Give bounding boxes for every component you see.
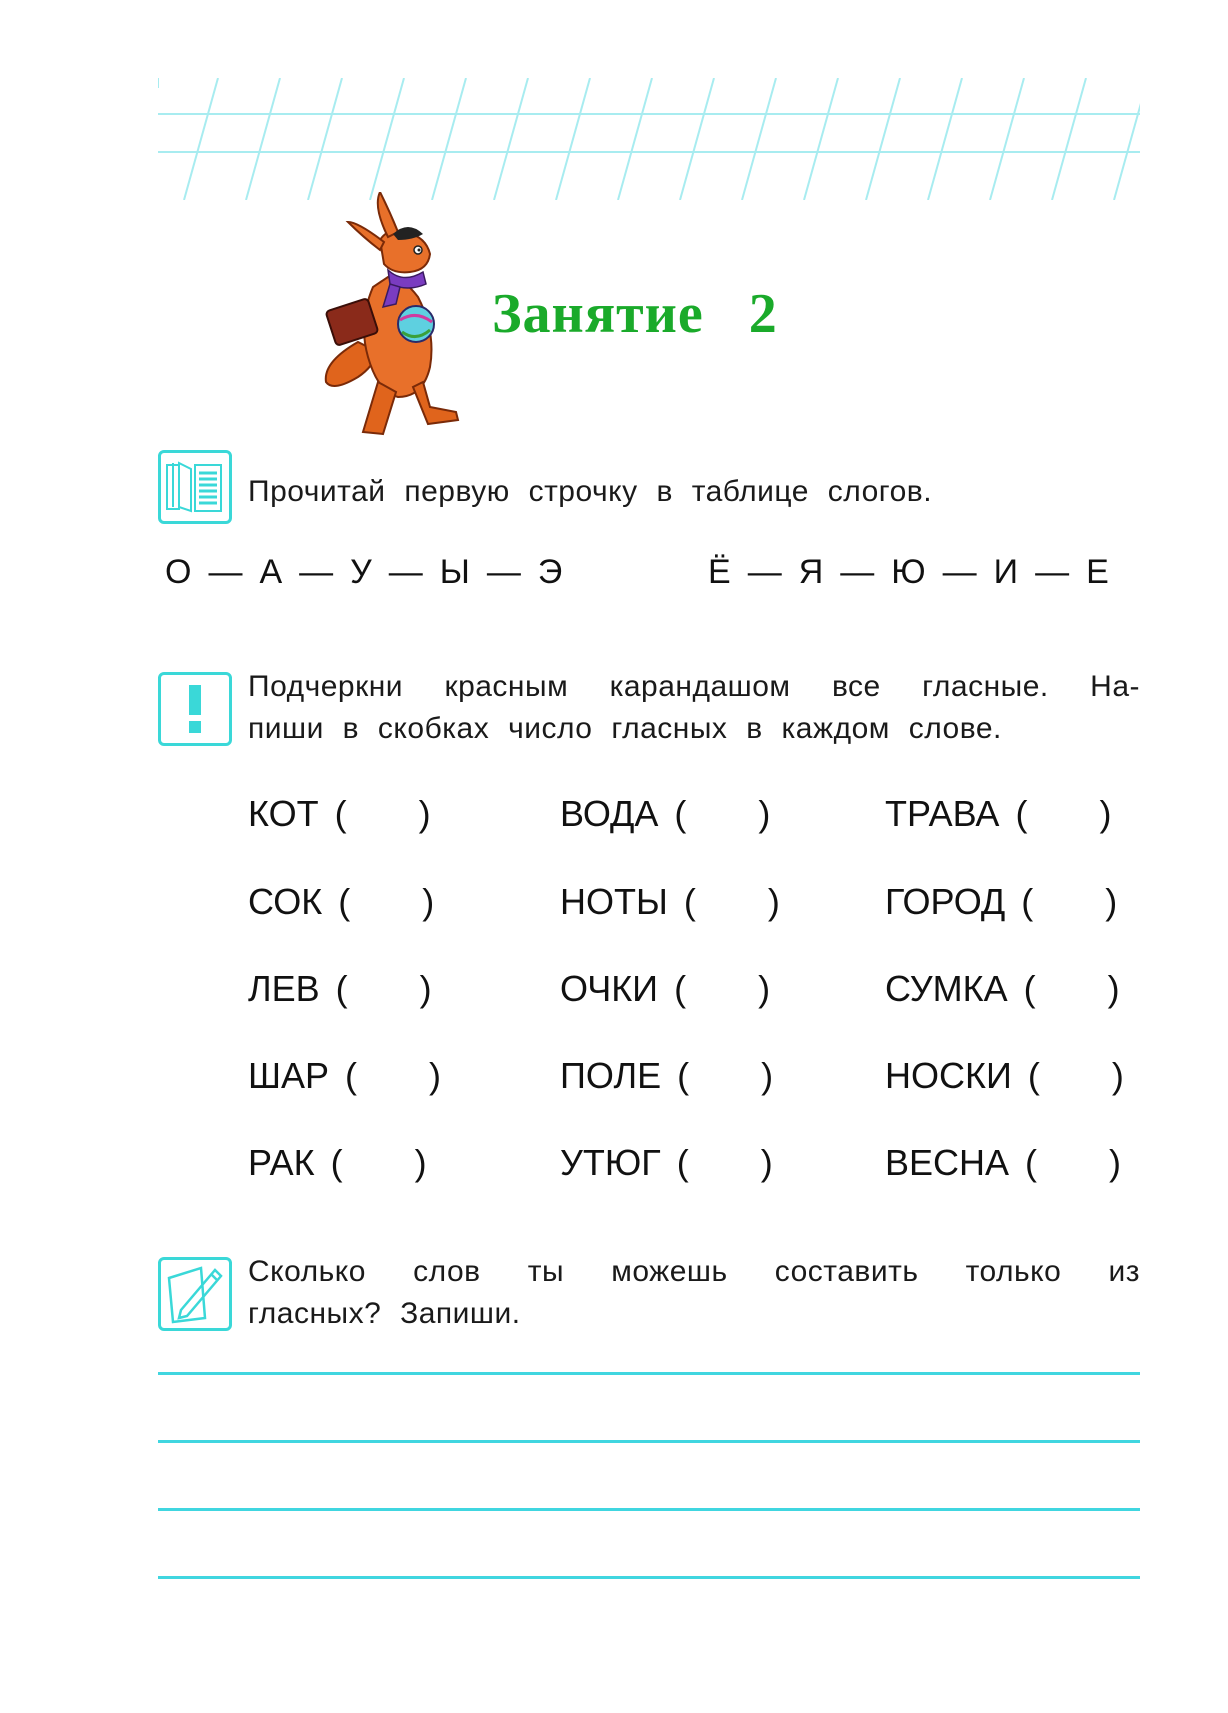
vowel-dash: — (942, 553, 978, 591)
close-paren: ) (1099, 793, 1112, 834)
word-count-item (248, 793, 431, 835)
open-paren: ( (345, 1055, 358, 1096)
close-paren: ) (429, 1055, 442, 1096)
vowel-dash: — (208, 553, 244, 591)
word-label: ШАР (248, 1055, 330, 1096)
open-paren: ( (334, 793, 347, 834)
vowel-letter: Ё (708, 553, 732, 591)
task1-text: Прочитай первую строчку в таблице слогов. (248, 475, 933, 508)
open-paren: ( (1025, 1142, 1038, 1183)
task3-line1: Сколько слов ты можешь составить только из (248, 1255, 1140, 1288)
close-paren: ) (761, 1055, 774, 1096)
word-count-item (885, 881, 1117, 923)
word-label: НОТЫ (560, 881, 668, 922)
open-paren: ( (1015, 793, 1028, 834)
word-count-item (560, 968, 770, 1010)
vowel-letter: Ю (891, 553, 927, 591)
word-count-item (248, 881, 434, 923)
vowel-dash: — (1035, 553, 1071, 591)
task2-line1: Подчеркни красным карандашом все гласные. На- (248, 670, 1140, 703)
open-paren: ( (338, 881, 351, 922)
open-paren: ( (330, 1142, 343, 1183)
vowel-letter: Ы (439, 553, 471, 591)
open-paren: ( (674, 968, 687, 1009)
close-paren: ) (767, 881, 780, 922)
vowel-dash: — (299, 553, 335, 591)
writing-line[interactable] (158, 1372, 1140, 1375)
close-paren: ) (1105, 881, 1118, 922)
word-label: ПОЛЕ (560, 1055, 662, 1096)
open-paren: ( (1023, 968, 1036, 1009)
word-count-item (248, 968, 432, 1010)
close-paren: ) (758, 793, 771, 834)
lesson-title (492, 282, 778, 346)
word-count-item (560, 1142, 773, 1184)
task3-instruction (248, 1251, 1140, 1335)
open-paren: ( (683, 881, 696, 922)
close-paren: ) (1107, 968, 1120, 1009)
vowel-letter: И (993, 553, 1020, 591)
calligraphy-grid (158, 78, 1140, 200)
word-count-item (885, 1142, 1121, 1184)
open-paren: ( (674, 793, 687, 834)
writing-line[interactable] (158, 1440, 1140, 1443)
vowel-letter: Е (1086, 553, 1110, 591)
lesson-title-number: 2 (748, 283, 778, 345)
word-count-item (560, 793, 770, 835)
close-paren: ) (760, 1142, 773, 1183)
open-paren: ( (676, 1142, 689, 1183)
task1-instruction (248, 471, 1028, 513)
vowel-letter: А (259, 553, 284, 591)
word-label: КОТ (248, 793, 319, 834)
word-label: ОЧКИ (560, 968, 659, 1009)
open-paren: ( (1021, 881, 1034, 922)
close-paren: ) (758, 968, 771, 1009)
word-label: РАК (248, 1142, 315, 1183)
vowel-letter: Э (537, 553, 564, 591)
word-count-item (560, 1055, 773, 1097)
task3-line2: гласных? Запиши. (248, 1297, 521, 1330)
pen-writing-icon (158, 1257, 232, 1331)
word-label: НОСКИ (885, 1055, 1012, 1096)
open-book-icon (158, 450, 232, 524)
close-paren: ) (422, 881, 435, 922)
word-label: ТРАВА (885, 793, 1000, 834)
writing-line[interactable] (158, 1576, 1140, 1579)
close-paren: ) (418, 793, 431, 834)
open-paren: ( (1027, 1055, 1040, 1096)
word-count-item (248, 1055, 441, 1097)
open-paren: ( (335, 968, 348, 1009)
word-label: ВОДА (560, 793, 659, 834)
word-label: СУМКА (885, 968, 1008, 1009)
word-count-item (560, 881, 780, 923)
word-label: СОК (248, 881, 323, 922)
close-paren: ) (1109, 1142, 1122, 1183)
close-paren: ) (414, 1142, 427, 1183)
vowel-dash: — (747, 553, 783, 591)
close-paren: ) (1111, 1055, 1124, 1096)
vowel-row-group1 (165, 553, 563, 592)
close-paren: ) (419, 968, 432, 1009)
task2-instruction (248, 666, 1140, 750)
vowel-letter: О (165, 553, 193, 591)
vowel-row-group2 (708, 553, 1110, 592)
word-label: ГОРОД (885, 881, 1006, 922)
vowel-letter: У (350, 553, 373, 591)
task2-line2: пиши в скобках число гласных в каждом слове. (248, 712, 1002, 745)
vowel-dash: — (840, 553, 876, 591)
word-label: ЛЕВ (248, 968, 320, 1009)
word-count-item (885, 793, 1111, 835)
word-label: УТЮГ (560, 1142, 661, 1183)
writing-line[interactable] (158, 1508, 1140, 1511)
lesson-title-word: Занятие (492, 283, 704, 345)
word-count-item (885, 968, 1120, 1010)
kangaroo-mascot-illustration (318, 192, 468, 442)
exclamation-icon (158, 672, 232, 746)
vowel-dash: — (388, 553, 424, 591)
vowel-dash: — (486, 553, 522, 591)
word-count-item (248, 1142, 427, 1184)
word-label: ВЕСНА (885, 1142, 1010, 1183)
word-count-item (885, 1055, 1124, 1097)
vowel-letter: Я (798, 553, 825, 591)
open-paren: ( (677, 1055, 690, 1096)
